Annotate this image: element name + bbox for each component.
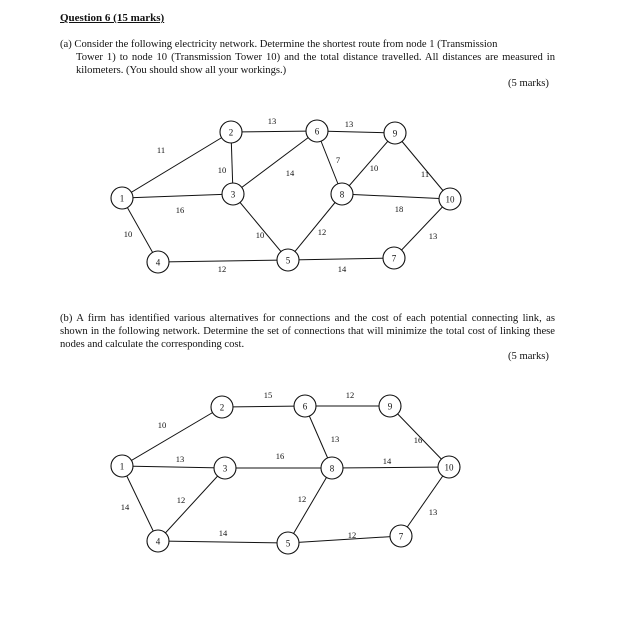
network-a-node-label-3: 3 (230, 189, 236, 200)
network-a-node-label-7: 7 (391, 253, 397, 264)
part-b-label: (b) (60, 313, 73, 324)
network-b-node-4 (147, 530, 169, 552)
network-b-node-label-8: 8 (329, 463, 335, 474)
network-b-diagram (111, 390, 460, 554)
network-a-edge-weight-8-9: 10 (369, 163, 379, 173)
network-a-edge-2-6 (231, 131, 317, 132)
network-a-node-2 (220, 121, 242, 143)
part-a-label: (a) (60, 39, 72, 50)
part-a-continuation: Tower 1) to node 10 (Transmission Tower 10) and the total distance travelled. All distances are measured in kilometers. (You should show all your workings.) (76, 52, 555, 76)
network-a-edge-weight-4-5: 12 (217, 264, 227, 274)
network-a-node-label-10: 10 (445, 194, 455, 205)
network-b-edge-weight-1-3: 13 (175, 454, 185, 464)
network-b-edge-weight-1-2: 10 (157, 420, 167, 430)
network-a-edge-3-5 (233, 194, 288, 260)
network-a-edge-weight-6-9: 13 (344, 119, 354, 129)
network-b-edge-weight-6-8: 13 (330, 434, 340, 444)
network-b-node-label-3: 3 (222, 463, 228, 474)
network-a-edge-1-3 (122, 194, 233, 198)
network-a-edge-weight-6-8: 7 (335, 155, 341, 165)
network-a-edge-8-9 (342, 133, 395, 194)
network-a-edge-4-5 (158, 260, 288, 262)
network-b-edge-weight-9-10: 16 (413, 435, 423, 445)
network-a-edge-3-6 (233, 131, 317, 194)
network-a-node-10 (439, 188, 461, 210)
network-a-edge-1-2 (122, 132, 231, 198)
network-a-node-label-5: 5 (285, 255, 291, 266)
network-b-node-label-2: 2 (219, 402, 225, 413)
network-b-node-label-7: 7 (398, 531, 404, 542)
network-b-node-label-9: 9 (387, 401, 393, 412)
network-b-node-3 (214, 457, 236, 479)
network-b-node-6 (294, 395, 316, 417)
network-a-node-6 (306, 120, 328, 142)
network-b-edge-1-3 (122, 466, 225, 468)
network-b-edge-weight-8-10: 14 (382, 456, 392, 466)
network-b-edge-5-7 (288, 536, 401, 543)
network-a-node-1 (111, 187, 133, 209)
network-b-node-label-5: 5 (285, 538, 291, 549)
network-a-edge-8-10 (342, 194, 450, 199)
network-b-edge-7-10 (401, 467, 449, 536)
part-b-marks: (5 marks) (508, 351, 549, 362)
network-b-node-8 (321, 457, 343, 479)
network-a-node-label-9: 9 (392, 128, 398, 139)
network-b-node-9 (379, 395, 401, 417)
network-b-edge-4-5 (158, 541, 288, 543)
part-b-line1: A firm has identified various alternatives for connections and the cost of each potential connecting link, (76, 313, 542, 324)
network-a-edge-weight-3-5: 10 (255, 230, 265, 240)
network-a-edge-weight-8-5: 12 (317, 227, 327, 237)
network-b-edge-weight-3-4: 12 (176, 495, 186, 505)
network-b-node-label-10: 10 (444, 462, 454, 473)
network-b-edge-3-4 (158, 468, 225, 541)
network-a-edge-weight-7-10: 13 (428, 231, 438, 241)
network-a-edge-weight-1-3: 16 (175, 205, 185, 215)
network-a-edge-weight-5-7: 14 (337, 264, 347, 274)
network-b-edge-weight-2-6: 15 (263, 390, 273, 400)
network-a-edge-weight-2-3: 10 (217, 165, 227, 175)
network-a-node-label-2: 2 (228, 127, 234, 138)
question-title: Question 6 (15 marks) (60, 12, 165, 24)
network-a-node-9 (384, 122, 406, 144)
network-a-edge-weight-9-10: 11 (420, 169, 430, 179)
network-b-edge-weight-5-7: 12 (347, 530, 357, 540)
network-a-diagram (111, 116, 461, 274)
network-b-node-7 (390, 525, 412, 547)
network-a-edge-weight-1-2: 11 (156, 145, 166, 155)
network-b-node-label-6: 6 (302, 401, 308, 412)
network-b-edge-weight-4-5: 14 (218, 528, 228, 538)
network-b-edge-weight-6-9: 12 (345, 390, 355, 400)
network-a-node-label-4: 4 (155, 257, 161, 268)
network-a-edge-9-10 (395, 133, 450, 199)
network-a-node-label-8: 8 (339, 189, 345, 200)
network-b-edge-2-6 (222, 406, 305, 407)
network-a-node-4 (147, 251, 169, 273)
network-a-edge-weight-1-4: 10 (123, 229, 133, 239)
network-b-node-10 (438, 456, 460, 478)
network-a-edge-weight-3-6: 14 (285, 168, 295, 178)
network-a-edge-8-5 (288, 194, 342, 260)
network-a-edge-weight-8-10: 18 (394, 204, 404, 214)
part-b-continuation: as shown in the following network. Determine the set of connections that will minimize the total cost of linking these nodes and calculate the corresponding cost. (60, 313, 555, 350)
network-b-edge-1-2 (122, 407, 222, 466)
network-a-node-label-6: 6 (314, 126, 320, 137)
network-b-edge-8-5 (288, 468, 332, 543)
network-a-node-3 (222, 183, 244, 205)
network-a-edge-weight-2-6: 13 (267, 116, 277, 126)
network-b-node-label-4: 4 (155, 536, 161, 547)
network-a-edge-5-7 (288, 258, 394, 260)
network-a-node-8 (331, 183, 353, 205)
network-b-node-5 (277, 532, 299, 554)
network-b-edge-8-10 (332, 467, 449, 468)
network-b-node-2 (211, 396, 233, 418)
network-a-node-5 (277, 249, 299, 271)
network-b-node-1 (111, 455, 133, 477)
network-b-edge-weight-7-10: 13 (428, 507, 438, 517)
part-a-marks: (5 marks) (508, 78, 549, 89)
part-a-line1: Consider the following electricity network. Determine the shortest route from node 1 (Transmission (74, 39, 498, 50)
network-b-edge-weight-8-5: 12 (297, 494, 307, 504)
network-b-edge-weight-3-8: 16 (275, 451, 285, 461)
network-a-node-label-1: 1 (119, 193, 125, 204)
network-a-node-7 (383, 247, 405, 269)
network-a-edge-6-9 (317, 131, 395, 133)
network-b-node-label-1: 1 (119, 461, 125, 472)
network-b-edge-weight-1-4: 14 (120, 502, 130, 512)
